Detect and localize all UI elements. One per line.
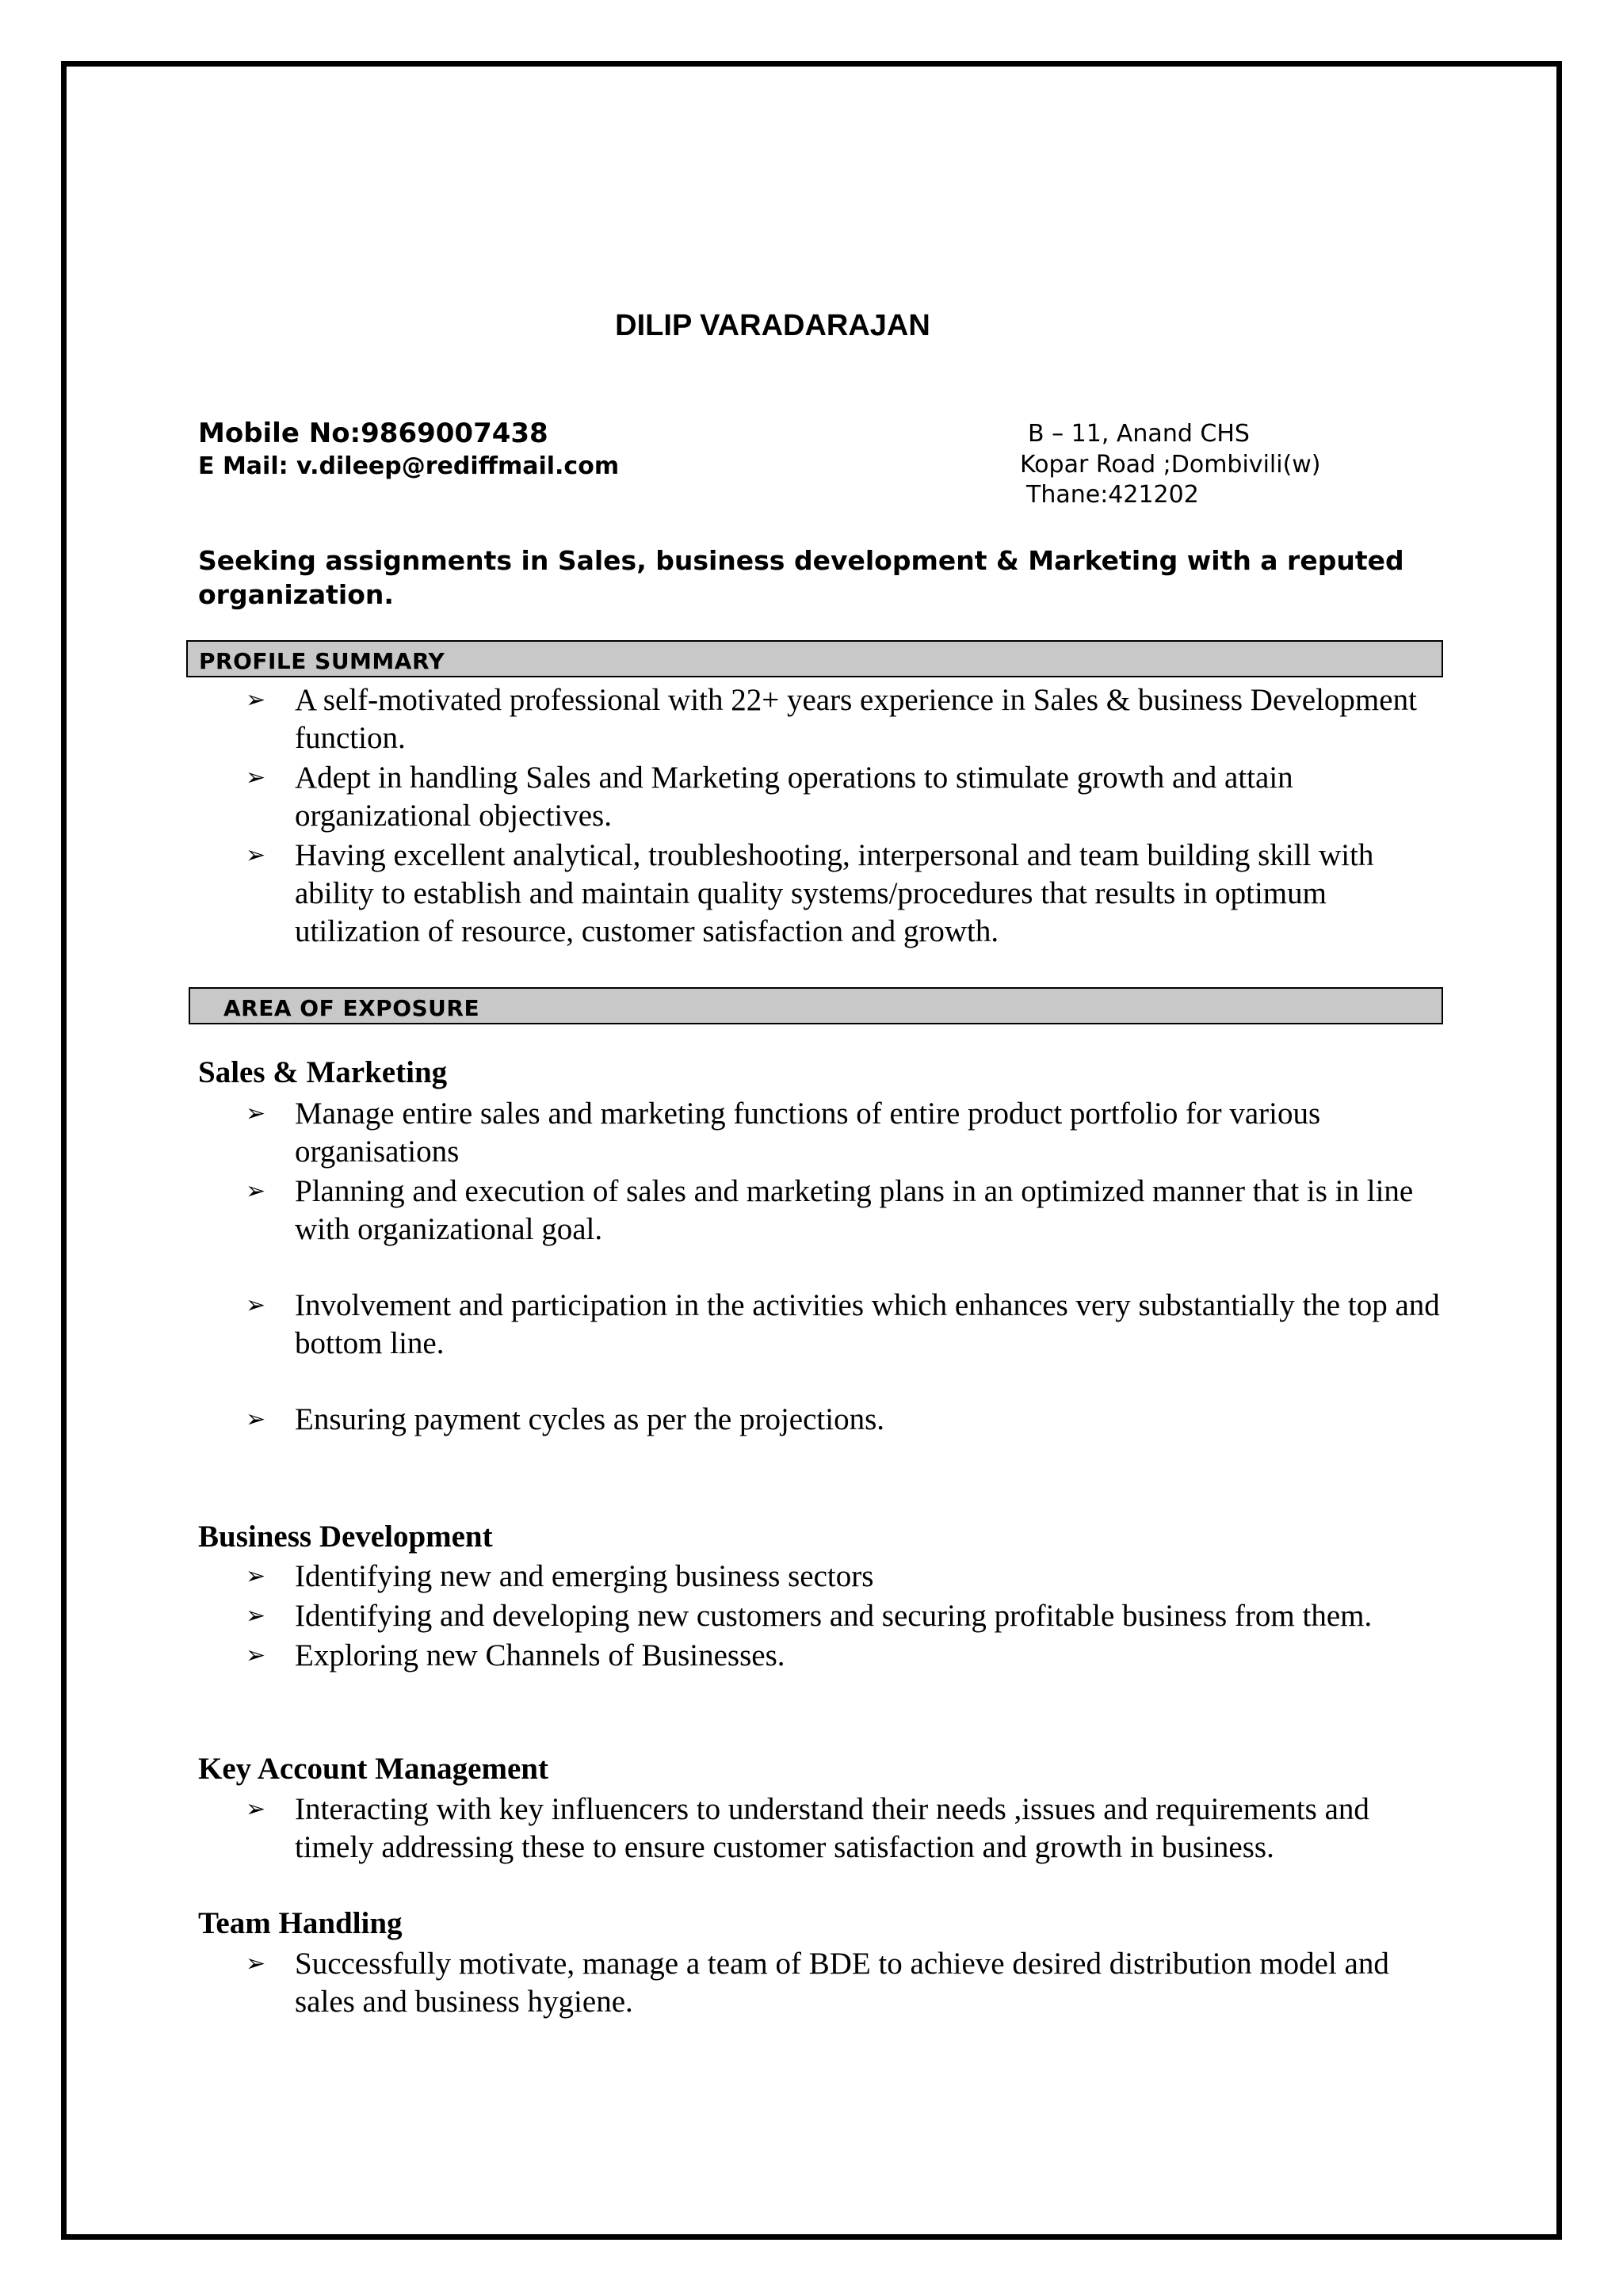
candidate-name: DILIP VARADARAJAN xyxy=(615,309,930,342)
mobile-number: Mobile No:9869007438 xyxy=(198,418,548,449)
area-of-exposure-title: AREA OF EXPOSURE xyxy=(223,995,480,1021)
arrow-bullet-icon: ➢ xyxy=(246,1100,266,1127)
list-item: ➢ Identifying new and emerging business sectors xyxy=(246,1558,1450,1596)
arrow-bullet-icon: ➢ xyxy=(246,841,266,869)
arrow-bullet-icon: ➢ xyxy=(246,764,266,791)
address-line-2: Kopar Road ;Dombivili(w) xyxy=(1020,451,1321,479)
key-account-list xyxy=(246,1791,1450,1867)
team-handling-heading: Team Handling xyxy=(198,1906,403,1940)
profile-summary-bar xyxy=(186,640,1443,677)
business-development-list xyxy=(246,1558,1450,1675)
arrow-bullet-icon: ➢ xyxy=(246,1642,266,1669)
sales-marketing-list xyxy=(246,1095,1450,1439)
career-objective: Seeking assignments in Sales, business development & Marketing with a reputed organization. xyxy=(198,545,1404,610)
list-item: ➢ Ensuring payment cycles as per the projections. xyxy=(246,1401,1450,1439)
list-item: ➢ Successfully motivate, manage a team of BDE to achieve desired distribution model and sales and business hygiene. xyxy=(246,1947,1389,2019)
list-item: ➢ Having excellent analytical, troubleshooting, interpersonal and team building skill with ability to establish and maintain quality systems/procedures that results in optimum utilization of resource, customer satisfaction and growth. xyxy=(246,838,1374,948)
address-line-3: Thane:421202 xyxy=(1026,481,1199,509)
sales-marketing-heading: Sales & Marketing xyxy=(198,1055,448,1089)
list-item: ➢ Involvement and participation in the activities which enhances very substantially the top and bottom line. xyxy=(246,1288,1440,1360)
arrow-bullet-icon: ➢ xyxy=(246,1291,266,1319)
key-account-heading: Key Account Management xyxy=(198,1752,548,1786)
arrow-bullet-icon: ➢ xyxy=(246,1177,266,1205)
arrow-bullet-icon: ➢ xyxy=(246,1795,266,1823)
arrow-bullet-icon: ➢ xyxy=(246,1602,266,1630)
arrow-bullet-icon: ➢ xyxy=(246,686,266,714)
address-line-1: B – 11, Anand CHS xyxy=(1028,420,1250,448)
email-address: E Mail: v.dileep@rediffmail.com xyxy=(198,452,620,480)
team-handling-list xyxy=(246,1945,1450,2021)
list-item: ➢ Manage entire sales and marketing functions of entire product portfolio for various organisations xyxy=(246,1097,1321,1169)
list-item: ➢ Identifying and developing new customers and securing profitable business from them. xyxy=(246,1597,1450,1635)
arrow-bullet-icon: ➢ xyxy=(246,1950,266,1978)
arrow-bullet-icon: ➢ xyxy=(246,1562,266,1590)
business-development-heading: Business Development xyxy=(198,1520,493,1554)
list-item: ➢ Exploring new Channels of Businesses. xyxy=(246,1637,1450,1675)
list-item: ➢ A self-motivated professional with 22+ years experience in Sales & business Development function. xyxy=(246,683,1417,755)
list-item: ➢ Interacting with key influencers to understand their needs ,issues and requirements and timely addressing these to ensure customer satisfaction and growth in business. xyxy=(246,1792,1369,1864)
area-of-exposure-bar xyxy=(189,987,1443,1024)
profile-summary-list xyxy=(246,681,1450,951)
list-item: ➢ Planning and execution of sales and marketing plans in an optimized manner that is in line with organizational goal. xyxy=(246,1174,1414,1246)
list-item: ➢ Adept in handling Sales and Marketing operations to stimulate growth and attain organizational objectives. xyxy=(246,761,1293,833)
profile-summary-title: PROFILE SUMMARY xyxy=(199,648,445,674)
arrow-bullet-icon: ➢ xyxy=(246,1405,266,1433)
